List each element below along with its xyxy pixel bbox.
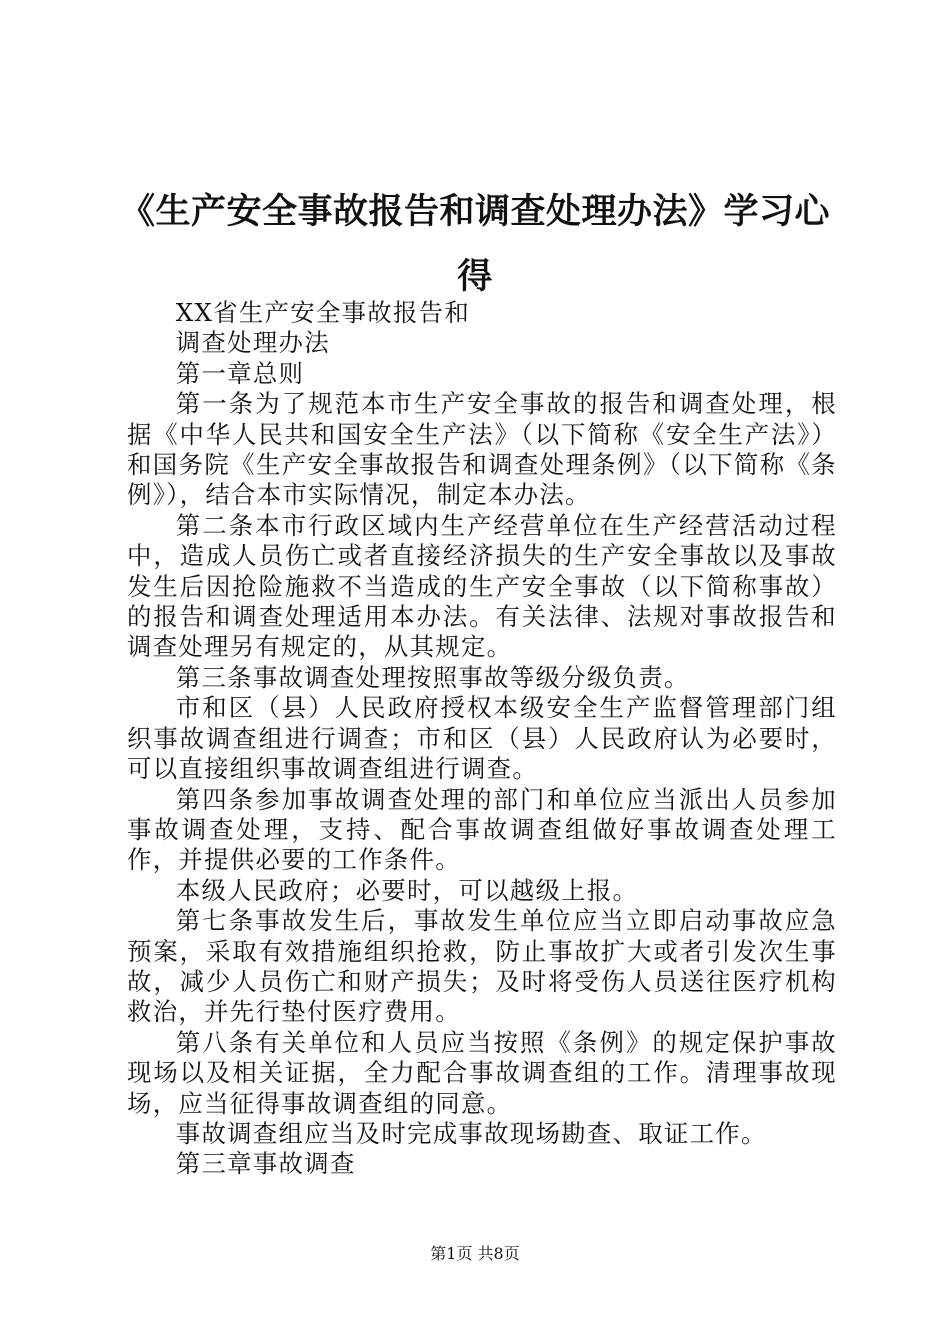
paragraph: 第四条参加事故调查处理的部门和单位应当派出人员参加事故调查处理，支持、配合事故调查组做好事故调查处理工作，并提供必要的工作条件。 — [127, 784, 837, 875]
chapter-heading: 第三章事故调查 — [175, 1149, 356, 1179]
paragraph: 第八条有关单位和人员应当按照《条例》的规定保护事故现场以及相关证据，全力配合事故调查组的工作。清理事故现场，应当征得事故调查组的同意。 — [127, 1027, 837, 1118]
paragraph: 第一条为了规范本市生产安全事故的报告和调查处理，根据《中华人民共和国安全生产法》（以下简称《安全生产法》）和国务院《生产安全事故报告和调查处理条例》（以下简称《条例》），结合本市实际情况，制定本办法。 — [127, 389, 837, 510]
paragraph: 第三条事故调查处理按照事故等级分级负责。 — [175, 662, 690, 692]
document-body — [127, 298, 837, 1180]
paragraph: 市和区（县）人民政府授权本级安全生产监督管理部门组织事故调查组进行调查；市和区（县）人民政府认为必要时，可以直接组织事故调查组进行调查。 — [127, 693, 837, 784]
paragraph: 第七条事故发生后，事故发生单位应当立即启动事故应急预案，采取有效措施组织抢救，防止事故扩大或者引发次生事故，减少人员伤亡和财产损失；及时将受伤人员送往医疗机构救治，并先行垫付医疗费用。 — [127, 906, 837, 1027]
paragraph: 第二条本市行政区域内生产经营单位在生产经营活动过程中，造成人员伤亡或者直接经济损失的生产安全事故以及事故发生后因抢险施救不当造成的生产安全事故（以下简称事故）的报告和调查处理适用本办法。有关法律、法规对事故报告和调查处理另有规定的，从其规定。 — [127, 510, 837, 662]
paragraph: 本级人民政府；必要时，可以越级上报。 — [175, 875, 639, 905]
chapter-heading: 第一章总则 — [175, 358, 305, 388]
paragraph: XX省生产安全事故报告和 — [175, 298, 471, 327]
paragraph: 事故调查组应当及时完成事故现场勘查、取证工作。 — [175, 1118, 767, 1148]
paragraph: 调查处理办法 — [175, 328, 330, 358]
page-number-footer: 第1页 共8页 — [430, 1244, 520, 1263]
document-title: 《生产安全事故报告和调查处理办法》学习心得 — [119, 192, 830, 297]
